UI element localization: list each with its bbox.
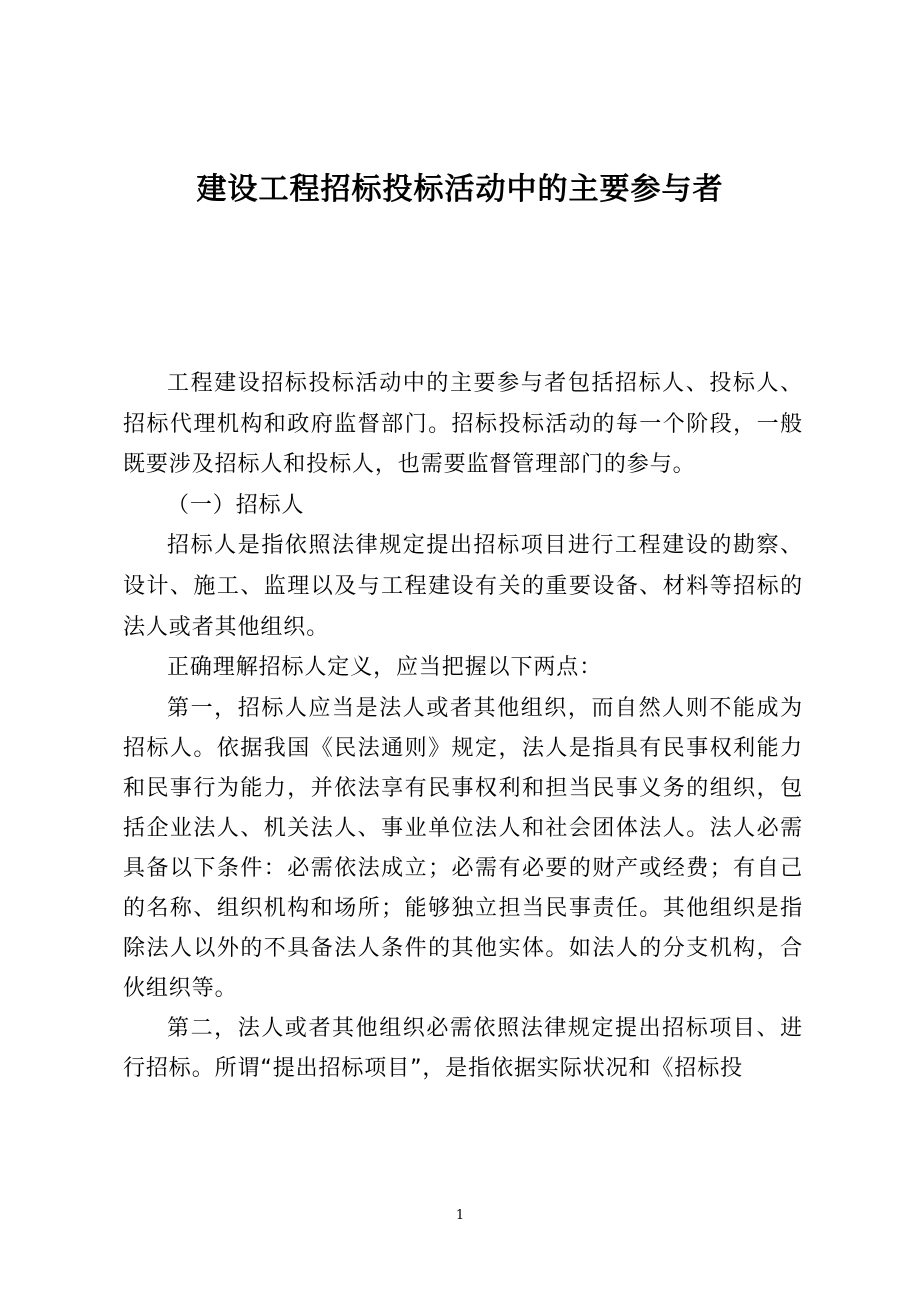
paragraph-tenderer-definition: 招标人是指依照法律规定提出招标项目进行工程建设的勘察、设计、施工、监理以及与工程建设有关的重要设备、材料等招标的法人或者其他组织。 <box>123 533 803 640</box>
paragraph-point-one: 第一，招标人应当是法人或者其他组织，而自然人则不能成为招标人。依据我国《民法通则》规定，法人是指具有民事权利能力和民事行为能力，并依法享有民事权利和担当民事义务的组织，包括企业法人、机关法人、事业单位法人和社会团体法人。法人必需具备以下条件：必需依法成立；必需有必要的财产或经费；有自己的名称、组织机构和场所；能够独立担当民事责任。其他组织是指除法人以外的不具备法人条件的其他实体。如法人的分支机构，合伙组织等。 <box>123 695 803 1001</box>
document-title: 建设工程招标投标活动中的主要参与者 <box>196 172 724 207</box>
paragraph-point-two: 第二，法人或者其他组织必需依照法律规定提出招标项目、进行招标。所谓“提出招标项目”，是指依据实际状况和《招标投 <box>123 1015 803 1081</box>
section-heading-tenderer: （一）招标人 <box>167 492 305 518</box>
paragraph-intro: 工程建设招标投标活动中的主要参与者包括招标人、投标人、招标代理机构和政府监督部门。招标投标活动的每一个阶段，一般既要涉及招标人和投标人，也需要监督管理部门的参与。 <box>123 371 803 478</box>
page-number: 1 <box>455 1208 465 1223</box>
document-body <box>123 364 803 1089</box>
paragraph-understanding-points: 正确理解招标人定义，应当把握以下两点： <box>167 655 603 681</box>
